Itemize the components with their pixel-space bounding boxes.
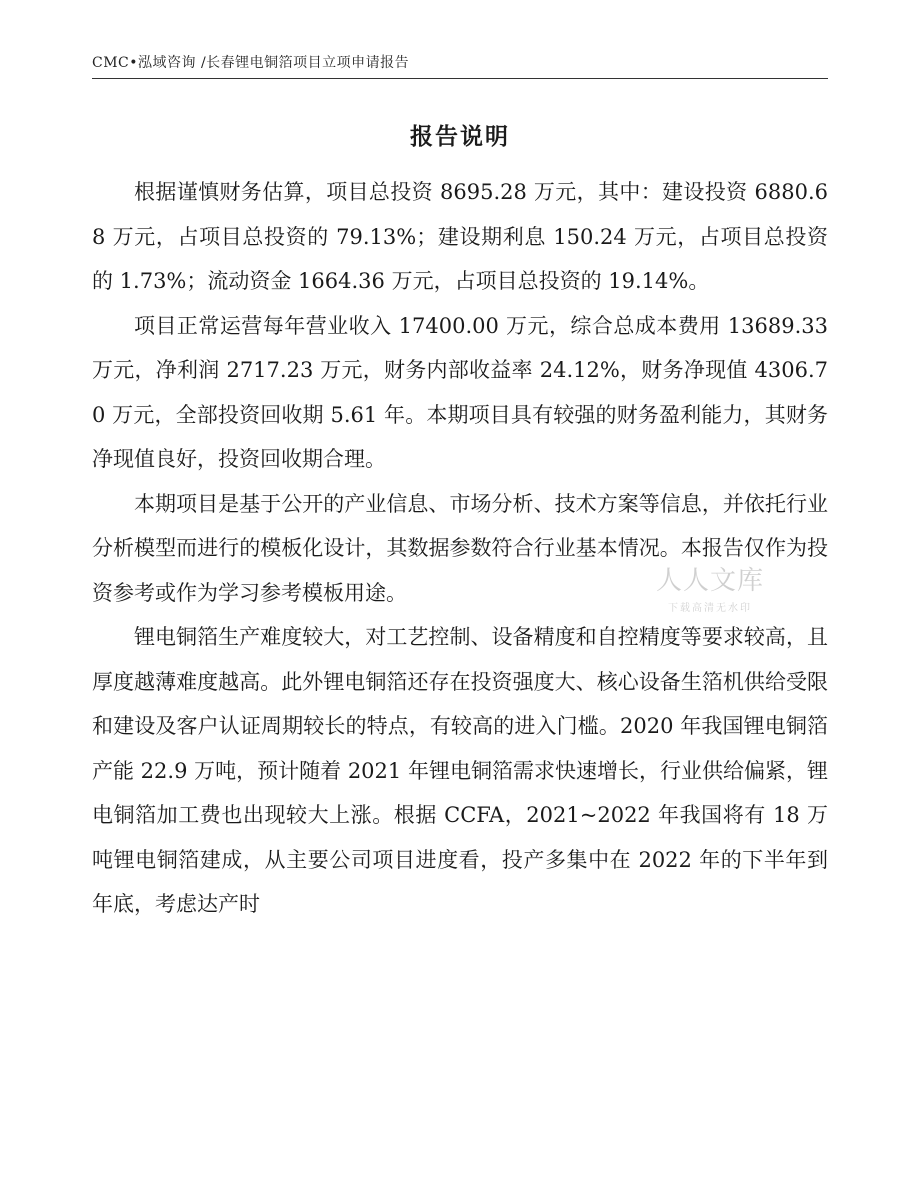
section-title: 报告说明 xyxy=(410,123,510,150)
paragraph-industry: 锂电铜箔生产难度较大，对工艺控制、设备精度和自控精度等要求较高，且厚度越薄难度越高。此外锂电铜箔还存在投资强度大、核心设备生箔机供给受限和建设及客户认证周期较长的特点，有较高的进入门槛。2020 年我国锂电铜箔产能 22.9 万吨，预计随着 2021 年锂电铜箔需求快速增长，行业供给偏紧，锂电铜箔加工费也出现较大上涨。根据 CCFA，2021~2022 年我国将有 18 万吨锂电铜箔建成，从主要公司项目进度看，投产多集中在 2022 年的下半年到年底，考虑达产时 xyxy=(92,625,828,916)
paragraph-investment: 根据谨慎财务估算，项目总投资 8695.28 万元，其中：建设投资 6880.68 万元，占项目总投资的 79.13%；建设期利息 150.24 万元，占项目总投资的 1.73%；流动资金 1664.36 万元，占项目总投资的 19.14%。 xyxy=(92,180,828,293)
header-divider xyxy=(92,78,828,79)
watermark-tagline: 下载高清无水印 xyxy=(668,603,752,614)
document-body xyxy=(92,170,828,927)
running-header: CMC•泓域咨询 /长春锂电铜箔项目立项申请报告 xyxy=(92,55,410,71)
paragraph-disclaimer: 本期项目是基于公开的产业信息、市场分析、技术方案等信息，并依托行业分析模型而进行的模板化设计，其数据参数符合行业基本情况。本报告仅作为投资参考或作为学习参考模板用途。 xyxy=(92,491,828,605)
watermark xyxy=(650,560,770,614)
paragraph-financials: 项目正常运营每年营业收入 17400.00 万元，综合总成本费用 13689.33 万元，净利润 2717.23 万元，财务内部收益率 24.12%，财务净现值 4306.70 万元，全部投资回收期 5.61 年。本期项目具有较强的财务盈利能力，其财务净现值良好，投资回收期合理。 xyxy=(92,313,828,471)
watermark-logo-text: 人人文库 xyxy=(655,566,764,596)
